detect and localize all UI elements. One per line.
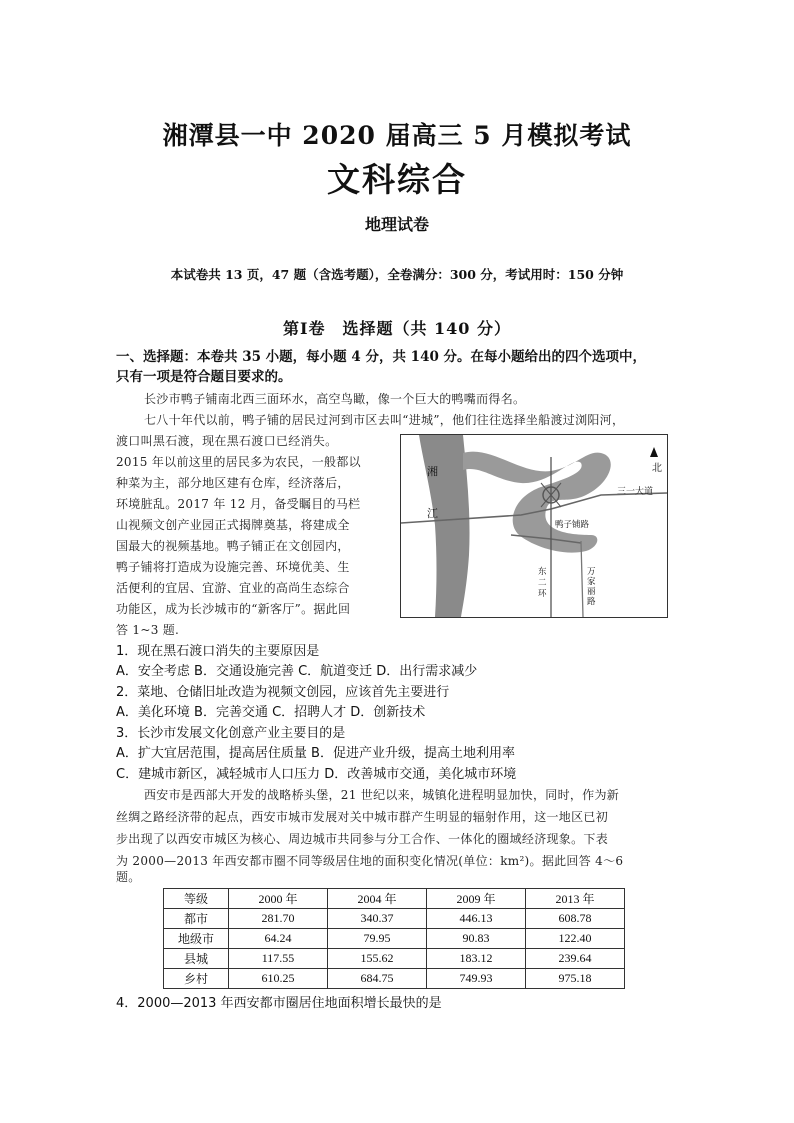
- table-cell: 县城: [164, 949, 229, 969]
- table-cell: 610.25: [229, 969, 328, 989]
- table-row: [164, 969, 625, 989]
- table-header-row: [164, 889, 625, 909]
- question-2-options: A．美化环境 B．完善交通 C．招聘人才 D．创新技术: [116, 705, 426, 720]
- north-arrow-icon: [650, 447, 658, 457]
- north-label: 北: [652, 463, 662, 474]
- passage-line: 为 2000—2013 年西安都市圈不同等级居住地的面积变化情况(单位：km²)。据此回答 4～6: [116, 854, 624, 868]
- table-cell: 乡村: [164, 969, 229, 989]
- instruction-line: 一、选择题：本卷共 35 小题，每小题 4 分，共 140 分。在每小题给出的四个选项中，: [116, 349, 647, 365]
- residential-area-table: [163, 888, 625, 989]
- passage-line: 鸭子铺将打造成为设施完善、环境优美、生: [116, 560, 350, 574]
- table-row: [164, 929, 625, 949]
- road-label-sanyi: 三一大道: [617, 487, 654, 497]
- table-cell: 446.13: [427, 909, 526, 929]
- passage-line: 国最大的视频基地。鸭子铺正在文创园内，: [116, 539, 350, 553]
- wanjiali-label-char: 丽: [587, 587, 596, 597]
- passage-line: 功能区，成为长沙城市的“新客厅”。据此回: [116, 602, 351, 616]
- table-cell: 183.12: [427, 949, 526, 969]
- table-cell: 地级市: [164, 929, 229, 949]
- passage-line: 长沙市鸭子铺南北西三面环水，高空鸟瞰，像一个巨大的鸭嘴而得名。: [144, 392, 526, 406]
- wanjiali-road-line: [581, 541, 583, 617]
- table-cell: 155.62: [328, 949, 427, 969]
- passage-line: 2015 年以前这里的居民多为农民，一般都以: [116, 455, 361, 469]
- wanjiali-label-char: 路: [587, 597, 596, 607]
- question-3-options-cd: C．建城市新区，减轻城市人口压力 D．改善城市交通，美化城市环境: [116, 767, 517, 782]
- passage-line: 环境脏乱。2017 年 12 月，备受瞩目的马栏: [116, 497, 361, 511]
- yazipu-map: [400, 434, 668, 618]
- passage-line: 题。: [116, 870, 141, 884]
- table-cell: 79.95: [328, 929, 427, 949]
- passage-line: 丝绸之路经济带的起点，西安市城市发展对关中城市群产生明显的辐射作用，这一地区已初: [116, 810, 609, 824]
- table-cell: 64.24: [229, 929, 328, 949]
- subject-title: 文科综合: [327, 160, 467, 199]
- passage-line: 种菜为主，部分地区建有仓库，经济落后，: [116, 476, 350, 490]
- passage-line: 山视频文创产业园正式揭牌奠基，将建成全: [116, 518, 350, 532]
- passage-line: 渡口叫黑石渡，现在黑石渡口已经消失。: [116, 434, 338, 448]
- river-label-xiang: 湘: [427, 465, 438, 478]
- passage-line: 西安市是西部大开发的战略桥头堡，21 世纪以来，城镇化进程明显加快，同时，作为新: [144, 788, 620, 802]
- table-header-cell: 2004 年: [328, 889, 427, 909]
- exam-info: 本试卷共 13 页，47 题（含选考题），全卷满分：300 分，考试用时：150 分钟: [170, 267, 624, 282]
- question-3: 3．长沙市发展文化创意产业主要目的是: [116, 726, 346, 741]
- part-title: 第Ⅰ卷 选择题（共 140 分）: [282, 319, 512, 338]
- passage-line: 步出现了以西安市城区为核心、周边城市共同参与分工合作、一体化的圈域经济现象。下表: [116, 832, 609, 846]
- table-cell: 122.40: [526, 929, 625, 949]
- table-header-cell: 2013 年: [526, 889, 625, 909]
- table-cell: 684.75: [328, 969, 427, 989]
- table-cell: 都市: [164, 909, 229, 929]
- question-4: 4．2000—2013 年西安都市圈居住地面积增长最快的是: [116, 996, 442, 1011]
- ring-label-char: 二: [538, 578, 547, 588]
- wanjiali-label-char: 家: [587, 577, 596, 587]
- table-row: [164, 909, 625, 929]
- table-cell: 340.37: [328, 909, 427, 929]
- road-label-ring2: [538, 567, 547, 600]
- table-cell: 239.64: [526, 949, 625, 969]
- question-2: 2．菜地、仓储旧址改造为视频文创园，应该首先主要进行: [116, 685, 450, 700]
- legend-box-bg: [646, 560, 667, 584]
- table-cell: 90.83: [427, 929, 526, 949]
- question-3-options-ab: A．扩大宜居范围，提高居住质量 B．促进产业升级，提高土地利用率: [116, 746, 515, 761]
- table-cell: 117.55: [229, 949, 328, 969]
- question-1: 1．现在黑石渡口消失的主要原因是: [116, 644, 320, 659]
- table-row: [164, 949, 625, 969]
- wanjiali-label-char: 万: [587, 567, 596, 577]
- table-cell: 975.18: [526, 969, 625, 989]
- table-cell: 608.78: [526, 909, 625, 929]
- road-label-wanjiali: [587, 567, 596, 607]
- river-label-jiang: 江: [427, 507, 438, 520]
- instruction-line: 只有一项是符合题目要求的。: [116, 369, 292, 385]
- road-label-yazipu: 鸭子铺路: [555, 520, 590, 530]
- table-header-cell: 2009 年: [427, 889, 526, 909]
- table-cell: 281.70: [229, 909, 328, 929]
- table-header-cell: 2000 年: [229, 889, 328, 909]
- passage-line: 活便利的宜居、宜游、宜业的高尚生态综合: [116, 581, 350, 595]
- paper-title: 地理试卷: [364, 215, 429, 234]
- table-cell: 749.93: [427, 969, 526, 989]
- question-1-options: A．安全考虑 B．交通设施完善 C．航道变迁 D．出行需求减少: [116, 664, 478, 679]
- passage-line: 答 1~3 题.: [116, 623, 180, 637]
- map-drawing: [401, 435, 667, 617]
- table-header-cell: 等级: [164, 889, 229, 909]
- ring-label-char: 东: [538, 567, 547, 577]
- section-instruction: [116, 347, 686, 387]
- passage-line: 七八十年代以前，鸭子铺的居民过河到市区去叫“进城”，他们往往选择坐船渡过浏阳河，: [144, 413, 625, 427]
- school-title: 湘潭县一中 2020 届高三 5 月模拟考试: [162, 121, 632, 150]
- ring-label-char: 环: [538, 589, 547, 599]
